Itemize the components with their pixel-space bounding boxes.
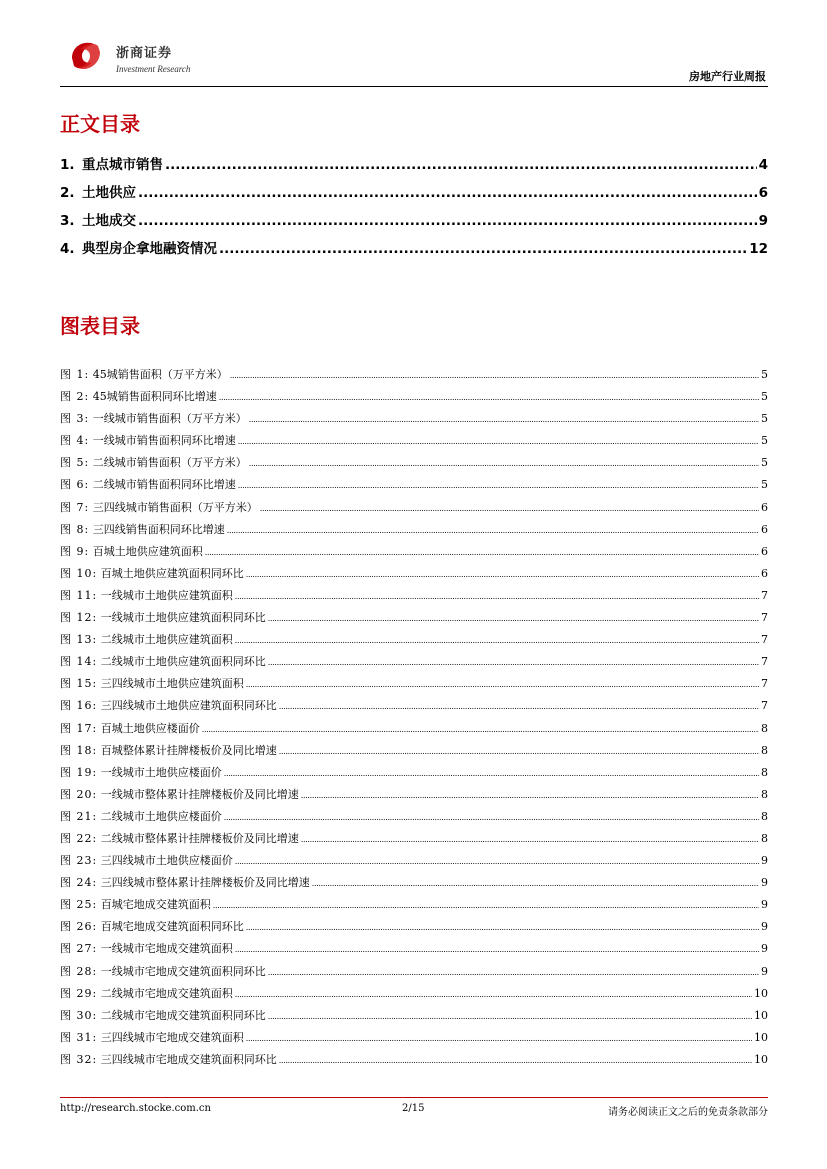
figure-entry[interactable] bbox=[60, 742, 768, 764]
toc-entry-page: 4 bbox=[758, 157, 768, 173]
figure-label: 图 29: bbox=[60, 986, 98, 1000]
figure-page: 9 bbox=[761, 964, 768, 978]
figure-label: 图 10: bbox=[60, 566, 98, 580]
figure-page: 7 bbox=[761, 611, 768, 625]
dot-leader bbox=[235, 945, 759, 954]
figure-title: 二线城市销售面积同环比增速 bbox=[92, 478, 236, 492]
dot-leader bbox=[165, 157, 757, 173]
table-of-contents bbox=[60, 153, 768, 265]
figure-title: 一线城市宅地成交建筑面积同环比 bbox=[100, 964, 266, 978]
figure-title: 一线城市宅地成交建筑面积 bbox=[100, 942, 233, 956]
figure-label: 图 28: bbox=[60, 964, 98, 978]
dot-leader bbox=[205, 548, 759, 557]
toc-entry[interactable] bbox=[60, 153, 768, 181]
figure-title: 二线城市土地供应建筑面积同环比 bbox=[100, 655, 266, 669]
figure-page: 8 bbox=[761, 721, 768, 735]
figure-title: 三四线城市宅地成交建筑面积同环比 bbox=[100, 1052, 277, 1066]
figure-entry[interactable] bbox=[60, 587, 768, 609]
toc-entry-label: 重点城市销售 bbox=[82, 157, 163, 173]
figure-list-title: 图表目录 bbox=[60, 314, 140, 338]
figure-entry[interactable] bbox=[60, 388, 768, 410]
figure-entry[interactable] bbox=[60, 697, 768, 719]
dot-leader bbox=[138, 185, 757, 201]
figure-title: 二线城市销售面积（万平方米） bbox=[92, 456, 247, 470]
dot-leader bbox=[224, 769, 759, 778]
toc-entry-number: 1. bbox=[60, 157, 75, 173]
toc-entry-page: 6 bbox=[758, 185, 768, 201]
toc-entry[interactable] bbox=[60, 237, 768, 265]
company-logo-icon bbox=[68, 38, 104, 74]
figure-page: 8 bbox=[761, 831, 768, 845]
page-footer bbox=[60, 1103, 768, 1119]
figure-label: 图 4: bbox=[60, 434, 90, 448]
figure-title: 一线城市土地供应楼面价 bbox=[100, 765, 222, 779]
figure-label: 图 30: bbox=[60, 1008, 98, 1022]
dot-leader bbox=[312, 879, 759, 888]
figure-page: 7 bbox=[761, 699, 768, 713]
figure-title: 一线城市销售面积同环比增速 bbox=[92, 434, 236, 448]
figure-page: 9 bbox=[761, 942, 768, 956]
figure-entry[interactable] bbox=[60, 521, 768, 543]
figure-label: 图 15: bbox=[60, 677, 98, 691]
figure-page: 5 bbox=[761, 478, 768, 492]
figure-label: 图 18: bbox=[60, 743, 98, 757]
figure-label: 图 13: bbox=[60, 633, 98, 647]
figure-label: 图 5: bbox=[60, 456, 90, 470]
toc-entry-label: 土地成交 bbox=[82, 213, 136, 229]
figure-entry[interactable] bbox=[60, 653, 768, 675]
figure-entry[interactable] bbox=[60, 830, 768, 852]
figure-label: 图 19: bbox=[60, 765, 98, 779]
figure-entry[interactable] bbox=[60, 631, 768, 653]
toc-entry[interactable] bbox=[60, 181, 768, 209]
figure-entry[interactable] bbox=[60, 454, 768, 476]
dot-leader bbox=[301, 835, 759, 844]
toc-entry-page: 12 bbox=[749, 241, 768, 257]
dot-leader bbox=[268, 968, 759, 977]
dot-leader bbox=[238, 437, 759, 446]
figure-page: 10 bbox=[754, 1008, 768, 1022]
figure-label: 图 24: bbox=[60, 876, 98, 890]
dot-leader bbox=[246, 923, 759, 932]
figure-page: 8 bbox=[761, 743, 768, 757]
figure-page: 6 bbox=[761, 566, 768, 580]
figure-entry[interactable] bbox=[60, 918, 768, 940]
dot-leader bbox=[235, 592, 759, 601]
figure-title: 百城土地供应建筑面积 bbox=[92, 544, 203, 558]
figure-label: 图 32: bbox=[60, 1052, 98, 1066]
figure-entry[interactable] bbox=[60, 786, 768, 808]
figure-title: 一线城市土地供应建筑面积同环比 bbox=[100, 611, 266, 625]
figure-entry[interactable] bbox=[60, 366, 768, 388]
figure-title: 二线城市土地供应楼面价 bbox=[100, 809, 222, 823]
logo-english-name: Investment Research bbox=[116, 64, 191, 74]
figure-label: 图 8: bbox=[60, 522, 90, 536]
figure-label: 图 2: bbox=[60, 390, 90, 404]
figure-title: 二线城市宅地成交建筑面积 bbox=[100, 986, 233, 1000]
figure-label: 图 11: bbox=[60, 588, 98, 602]
figure-page: 9 bbox=[761, 898, 768, 912]
dot-leader bbox=[213, 901, 759, 910]
figure-entry[interactable] bbox=[60, 1029, 768, 1051]
dot-leader bbox=[246, 1034, 752, 1043]
figure-title: 三四线城市土地供应建筑面积 bbox=[100, 677, 244, 691]
figure-entry[interactable] bbox=[60, 565, 768, 587]
figure-title: 一线城市整体累计挂牌楼板价及同比增速 bbox=[100, 787, 299, 801]
figure-title: 一线城市销售面积（万平方米） bbox=[92, 412, 247, 426]
figure-page: 8 bbox=[761, 765, 768, 779]
figure-page: 7 bbox=[761, 677, 768, 691]
dot-leader bbox=[219, 241, 747, 257]
figure-title: 百城土地供应建筑面积同环比 bbox=[100, 566, 244, 580]
figure-page: 10 bbox=[754, 1052, 768, 1066]
figure-entry[interactable] bbox=[60, 675, 768, 697]
figure-label: 图 1: bbox=[60, 368, 90, 381]
dot-leader bbox=[279, 702, 759, 711]
figure-entry[interactable] bbox=[60, 808, 768, 830]
figure-title: 45城销售面积同环比增速 bbox=[92, 390, 217, 404]
figure-label: 图 21: bbox=[60, 809, 98, 823]
dot-leader bbox=[235, 857, 759, 866]
report-type: 房地产行业周报 bbox=[689, 70, 766, 83]
figure-entry[interactable] bbox=[60, 609, 768, 631]
figure-title: 一线城市土地供应建筑面积 bbox=[100, 588, 233, 602]
figure-label: 图 3: bbox=[60, 412, 90, 426]
figure-entry[interactable] bbox=[60, 432, 768, 454]
toc-entry-label: 土地供应 bbox=[82, 185, 136, 201]
figure-entry[interactable] bbox=[60, 874, 768, 896]
footer-url[interactable]: http://research.stocke.com.cn bbox=[60, 1103, 211, 1114]
figure-title: 二线城市土地供应建筑面积 bbox=[100, 633, 233, 647]
figure-page: 6 bbox=[761, 544, 768, 558]
figure-page: 9 bbox=[761, 920, 768, 934]
dot-leader bbox=[246, 680, 759, 689]
figure-title: 三四线城市土地供应楼面价 bbox=[100, 854, 233, 868]
figure-label: 图 26: bbox=[60, 920, 98, 934]
toc-entry[interactable] bbox=[60, 209, 768, 237]
logo-chinese-name: 浙商证券 bbox=[116, 46, 173, 61]
figure-entry[interactable] bbox=[60, 764, 768, 786]
toc-entry-page: 9 bbox=[758, 213, 768, 229]
dot-leader bbox=[235, 636, 759, 645]
dot-leader bbox=[227, 526, 759, 535]
figure-page: 5 bbox=[761, 412, 768, 426]
footer-divider bbox=[60, 1097, 768, 1098]
figure-entry[interactable] bbox=[60, 985, 768, 1007]
dot-leader bbox=[202, 725, 759, 734]
dot-leader bbox=[238, 481, 759, 490]
page-header bbox=[60, 36, 768, 88]
dot-leader bbox=[249, 459, 759, 468]
figure-label: 图 12: bbox=[60, 611, 98, 625]
figure-entry[interactable] bbox=[60, 1051, 768, 1073]
figure-label: 图 22: bbox=[60, 831, 98, 845]
figure-entry[interactable] bbox=[60, 896, 768, 918]
figure-entry[interactable] bbox=[60, 963, 768, 985]
toc-entry-label: 典型房企拿地融资情况 bbox=[82, 241, 217, 257]
dot-leader bbox=[279, 747, 759, 756]
dot-leader bbox=[224, 813, 759, 822]
figure-entry[interactable] bbox=[60, 543, 768, 565]
header-divider bbox=[60, 86, 768, 87]
figure-entry[interactable] bbox=[60, 940, 768, 962]
toc-entry-number: 4. bbox=[60, 241, 75, 257]
figure-label: 图 17: bbox=[60, 721, 98, 735]
figure-label: 图 23: bbox=[60, 854, 98, 868]
figure-title: 百城土地供应楼面价 bbox=[100, 721, 200, 735]
dot-leader bbox=[246, 570, 759, 579]
figure-list bbox=[60, 366, 768, 1073]
figure-entry[interactable] bbox=[60, 476, 768, 498]
figure-page: 8 bbox=[761, 809, 768, 823]
dot-leader bbox=[268, 1012, 752, 1021]
figure-page: 10 bbox=[754, 986, 768, 1000]
figure-page: 9 bbox=[761, 854, 768, 868]
figure-label: 图 9: bbox=[60, 544, 90, 558]
dot-leader bbox=[301, 791, 759, 800]
dot-leader bbox=[219, 393, 759, 402]
figure-label: 图 7: bbox=[60, 500, 90, 514]
disclaimer-notice: 请务必阅读正文之后的免责条款部分 bbox=[608, 1107, 768, 1118]
figure-page: 10 bbox=[754, 1030, 768, 1044]
figure-page: 5 bbox=[761, 390, 768, 404]
figure-title: 百城整体累计挂牌楼板价及同比增速 bbox=[100, 743, 277, 757]
figure-title: 三四线城市整体累计挂牌楼板价及同比增速 bbox=[100, 876, 310, 890]
figure-entry[interactable] bbox=[60, 852, 768, 874]
figure-page: 8 bbox=[761, 787, 768, 801]
figure-title: 三四线销售面积同环比增速 bbox=[92, 522, 225, 536]
figure-label: 图 6: bbox=[60, 478, 90, 492]
figure-page: 6 bbox=[761, 522, 768, 536]
figure-title: 三四线城市销售面积（万平方米） bbox=[92, 500, 258, 514]
figure-page: 5 bbox=[761, 368, 768, 381]
dot-leader bbox=[249, 415, 759, 424]
figure-title: 45城销售面积（万平方米） bbox=[92, 368, 228, 381]
figure-entry[interactable] bbox=[60, 499, 768, 521]
figure-title: 二线城市宅地成交建筑面积同环比 bbox=[100, 1008, 266, 1022]
dot-leader bbox=[268, 658, 759, 667]
toc-entry-number: 2. bbox=[60, 185, 75, 201]
toc-entry-number: 3. bbox=[60, 213, 75, 229]
figure-page: 9 bbox=[761, 876, 768, 890]
figure-entry[interactable] bbox=[60, 1007, 768, 1029]
figure-page: 5 bbox=[761, 456, 768, 470]
figure-entry[interactable] bbox=[60, 720, 768, 742]
figure-page: 5 bbox=[761, 434, 768, 448]
toc-title: 正文目录 bbox=[60, 112, 140, 136]
figure-page: 6 bbox=[761, 500, 768, 514]
figure-title: 三四线城市土地供应建筑面积同环比 bbox=[100, 699, 277, 713]
figure-title: 二线城市整体累计挂牌楼板价及同比增速 bbox=[100, 831, 299, 845]
figure-page: 7 bbox=[761, 633, 768, 647]
figure-label: 图 16: bbox=[60, 699, 98, 713]
dot-leader bbox=[268, 614, 759, 623]
dot-leader bbox=[235, 990, 752, 999]
dot-leader bbox=[138, 213, 757, 229]
figure-page: 7 bbox=[761, 655, 768, 669]
figure-label: 图 27: bbox=[60, 942, 98, 956]
dot-leader bbox=[230, 371, 759, 380]
figure-title: 三四线城市宅地成交建筑面积 bbox=[100, 1030, 244, 1044]
dot-leader bbox=[260, 504, 759, 513]
figure-label: 图 14: bbox=[60, 655, 98, 669]
dot-leader bbox=[279, 1056, 752, 1065]
figure-entry[interactable] bbox=[60, 410, 768, 432]
figure-label: 图 25: bbox=[60, 898, 98, 912]
figure-page: 7 bbox=[761, 588, 768, 602]
page-number: 2/15 bbox=[402, 1103, 425, 1114]
figure-title: 百城宅地成交建筑面积同环比 bbox=[100, 920, 244, 934]
figure-label: 图 31: bbox=[60, 1030, 98, 1044]
figure-label: 图 20: bbox=[60, 787, 98, 801]
figure-title: 百城宅地成交建筑面积 bbox=[100, 898, 211, 912]
